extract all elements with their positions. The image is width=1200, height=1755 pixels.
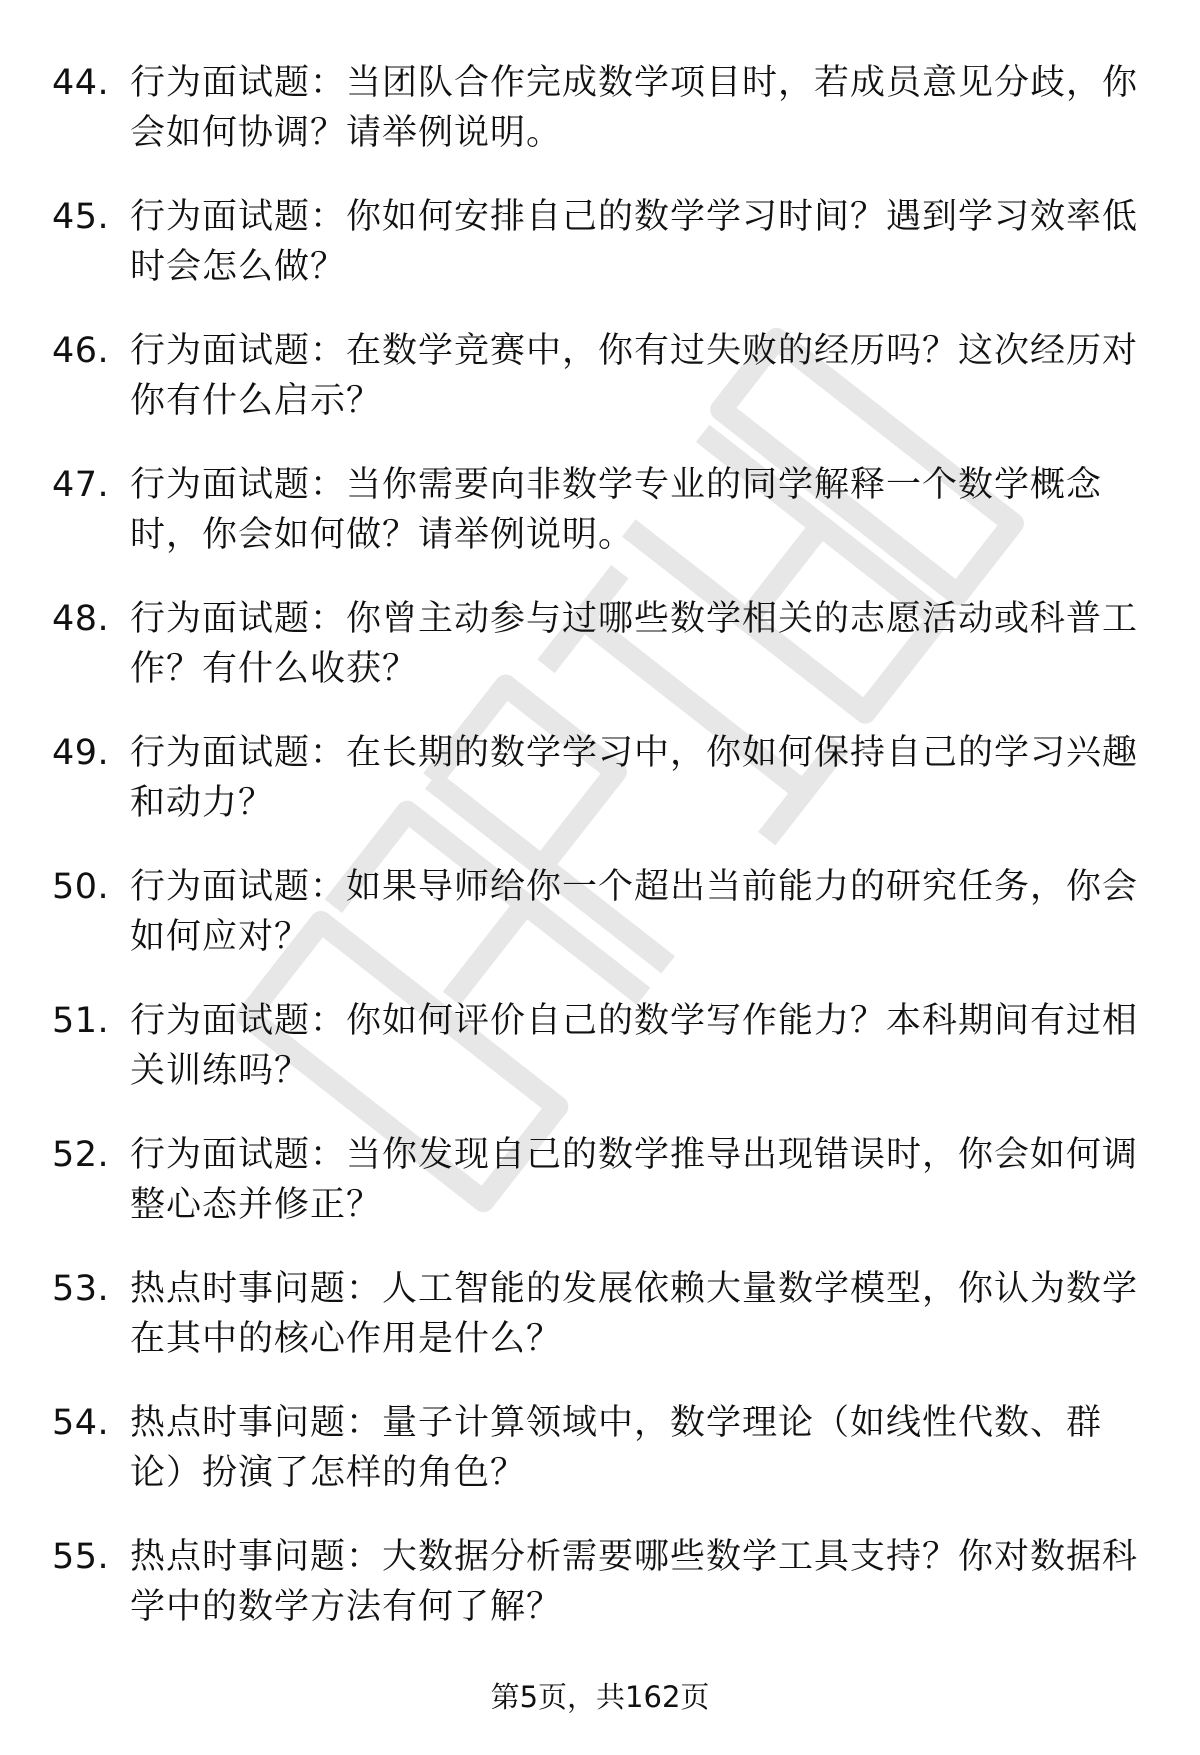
question-text: 行为面试题：当你发现自己的数学推导出现错误时，你会如何调整心态并修正？ [130,1135,1139,1225]
question-number: 46. [52,331,110,371]
question-number: 55. [52,1537,110,1577]
question-text: 热点时事问题：量子计算领域中，数学理论（如线性代数、群论）扮演了怎样的角色？ [130,1403,1103,1493]
question-text: 热点时事问题：人工智能的发展依赖大量数学模型，你认为数学在其中的核心作用是什么？ [130,1269,1139,1359]
question-item [52,728,1152,862]
question-number: 54. [52,1403,110,1443]
question-item [52,1398,1152,1532]
question-number: 52. [52,1135,110,1175]
question-item [52,594,1152,728]
page-number-label: 第5页，共162页 [490,1680,710,1714]
question-item [52,862,1152,996]
question-item [52,1130,1152,1264]
question-number: 53. [52,1269,110,1309]
question-text: 热点时事问题：大数据分析需要哪些数学工具支持？你对数据科学中的数学方法有何了解？ [130,1537,1139,1627]
question-number: 51. [52,1001,110,1041]
question-text: 行为面试题：当你需要向非数学专业的同学解释一个数学概念时，你会如何做？请举例说明。 [130,465,1103,555]
question-text: 行为面试题：你如何评价自己的数学写作能力？本科期间有过相关训练吗？ [130,1001,1139,1091]
question-number: 50. [52,867,110,907]
question-text: 行为面试题：当团队合作完成数学项目时，若成员意见分歧，你会如何协调？请举例说明。 [130,63,1139,153]
question-item [52,1264,1152,1398]
question-text: 行为面试题：你如何安排自己的数学学习时间？遇到学习效率低时会怎么做？ [130,197,1139,287]
question-text: 行为面试题：你曾主动参与过哪些数学相关的志愿活动或科普工作？有什么收获？ [130,599,1139,689]
question-item [52,996,1152,1130]
question-text: 行为面试题：在长期的数学学习中，你如何保持自己的学习兴趣和动力？ [130,733,1139,823]
question-number: 44. [52,63,110,103]
question-item [52,326,1152,460]
question-list [52,58,1152,1666]
question-item [52,1532,1152,1666]
question-item [52,58,1152,192]
question-item [52,192,1152,326]
question-item [52,460,1152,594]
question-text: 行为面试题：在数学竞赛中，你有过失败的经历吗？这次经历对你有什么启示？ [130,331,1139,421]
question-text: 行为面试题：如果导师给你一个超出当前能力的研究任务，你会如何应对？ [130,867,1139,957]
question-number: 48. [52,599,110,639]
page-footer [0,1677,1200,1717]
question-number: 47. [52,465,110,505]
question-number: 45. [52,197,110,237]
question-number: 49. [52,733,110,773]
